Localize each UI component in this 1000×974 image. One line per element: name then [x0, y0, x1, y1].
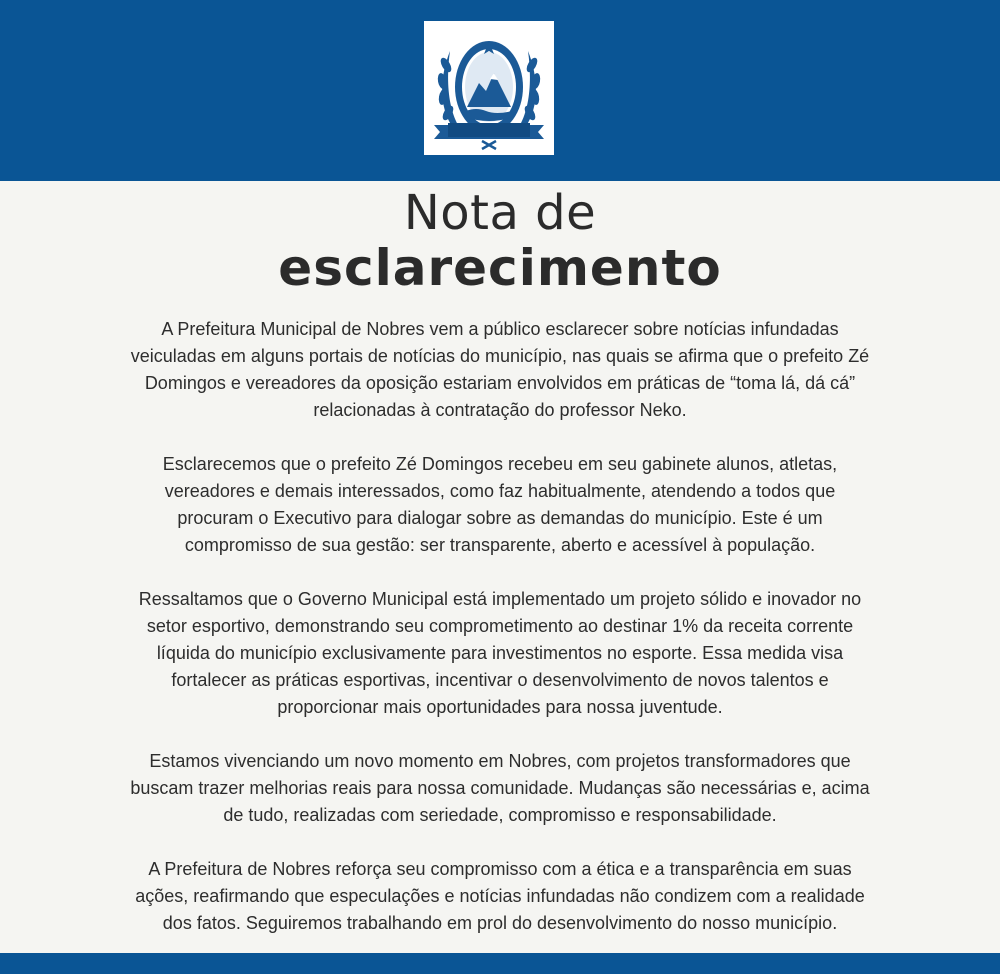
paragraph-line: de tudo, realizadas com seriedade, compromisso e responsabilidade.: [223, 805, 777, 825]
paragraph-line: Ressaltamos que o Governo Municipal está implementado um projeto sólido e inovador no: [138, 589, 862, 609]
title-block: [0, 186, 1000, 296]
title-line-2: esclarecimento: [278, 239, 722, 297]
paragraph-line: A Prefeitura de Nobres reforça seu compromisso com a ética e a transparência em suas: [148, 859, 852, 879]
paragraph-5: [60, 856, 940, 937]
paragraph-line: relacionadas à contratação do professor Neko.: [313, 400, 687, 420]
paragraph-line: ações, reafirmando que especulações e notícias infundadas não condizem com a realidade: [135, 886, 865, 906]
paragraph-line: buscam trazer melhorias reais para nossa comunidade. Mudanças são necessárias e, acima: [130, 778, 870, 798]
paragraph-line: compromisso de sua gestão: ser transparente, aberto e acessível à população.: [184, 535, 816, 555]
paragraph-line: vereadores e demais interessados, como faz habitualmente, atendendo a todos que: [164, 481, 836, 501]
announcement-body: [60, 316, 940, 964]
paragraph-line: A Prefeitura Municipal de Nobres vem a público esclarecer sobre notícias infundadas: [161, 319, 839, 339]
footer-bar: [0, 953, 1000, 974]
paragraph-4: [60, 748, 940, 829]
paragraph-line: dos fatos. Seguiremos trabalhando em prol do desenvolvimento do nosso município.: [162, 913, 838, 933]
paragraph-line: procuram o Executivo para dialogar sobre as demandas do município. Este é um: [177, 508, 823, 528]
nobres-coat-of-arms-icon: [424, 21, 554, 155]
paragraph-line: Estamos vivenciando um novo momento em Nobres, com projetos transformadores que: [149, 751, 851, 771]
paragraph-3: [60, 586, 940, 721]
paragraph-2: [60, 451, 940, 559]
paragraph-line: fortalecer as práticas esportivas, incentivar o desenvolvimento de novos talentos e: [171, 670, 829, 690]
paragraph-line: Esclarecemos que o prefeito Zé Domingos recebeu em seu gabinete alunos, atletas,: [162, 454, 838, 474]
paragraph-line: veiculadas em alguns portais de notícias do município, nas quais se afirma que o prefeito Zé: [130, 346, 870, 366]
paragraph-line: Domingos e vereadores da oposição estariam envolvidos em práticas de “toma lá, dá cá”: [144, 373, 856, 393]
header-banner: [0, 0, 1000, 181]
title-line-1: Nota de: [403, 185, 597, 241]
paragraph-line: líquida do município exclusivamente para investimentos no esporte. Essa medida visa: [156, 643, 844, 663]
paragraph-line: setor esportivo, demonstrando seu comprometimento ao destinar 1% da receita corrente: [146, 616, 854, 636]
city-logo: [424, 21, 554, 155]
paragraph-line: proporcionar mais oportunidades para nossa juventude.: [277, 697, 723, 717]
paragraph-1: [60, 316, 940, 424]
